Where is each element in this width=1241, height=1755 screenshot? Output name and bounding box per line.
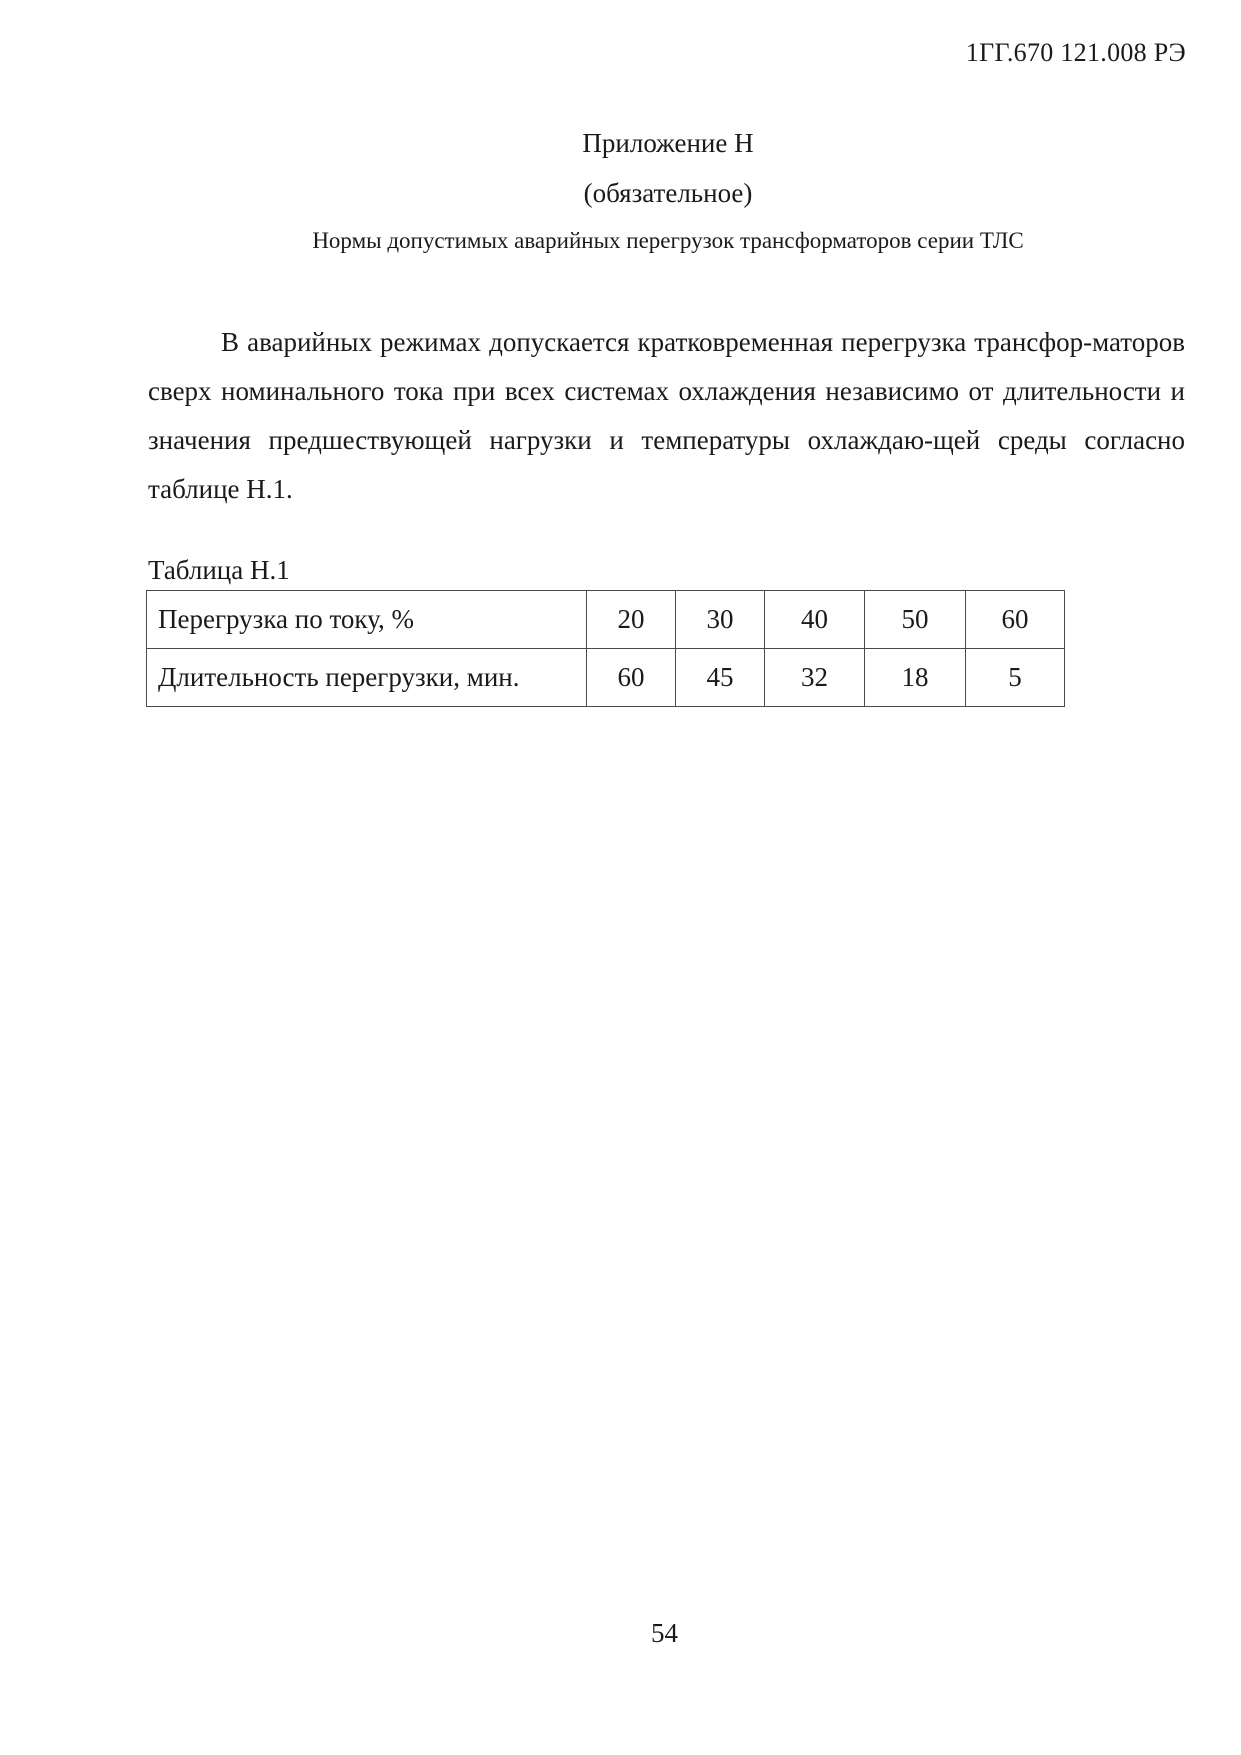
table-cell: 18 [865, 649, 966, 707]
document-code: 1ГГ.670 121.008 РЭ [965, 38, 1186, 67]
table-cell: 40 [765, 591, 865, 649]
table-caption: Таблица Н.1 [148, 555, 290, 585]
table-cell: 5 [966, 649, 1065, 707]
table-row [147, 649, 1065, 707]
appendix-subtitle: Нормы допустимых аварийных перегрузок трансформаторов серии ТЛС [312, 228, 1024, 253]
table-cell: 50 [865, 591, 966, 649]
overload-table [146, 590, 1065, 707]
body-paragraph: В аварийных режимах допускается кратковременная перегрузка трансфор-маторов сверх номинального тока при всех системах охлаждения независимо от длительности и значения предшествующей нагрузки и температуры охлаждаю-щей среды согласно таблице Н.1. [148, 327, 1185, 504]
table-cell: 20 [587, 591, 676, 649]
table-cell: 45 [676, 649, 765, 707]
appendix-title: Приложение Н [582, 128, 754, 158]
page-number: 54 [651, 1618, 678, 1648]
appendix-status: (обязательное) [583, 178, 753, 208]
table-cell: 32 [765, 649, 865, 707]
table-cell: 60 [587, 649, 676, 707]
table-cell: 30 [676, 591, 765, 649]
table-cell: 60 [966, 591, 1065, 649]
row-label: Длительность перегрузки, мин. [147, 649, 587, 707]
row-label: Перегрузка по току, % [147, 591, 587, 649]
table-row [147, 591, 1065, 649]
